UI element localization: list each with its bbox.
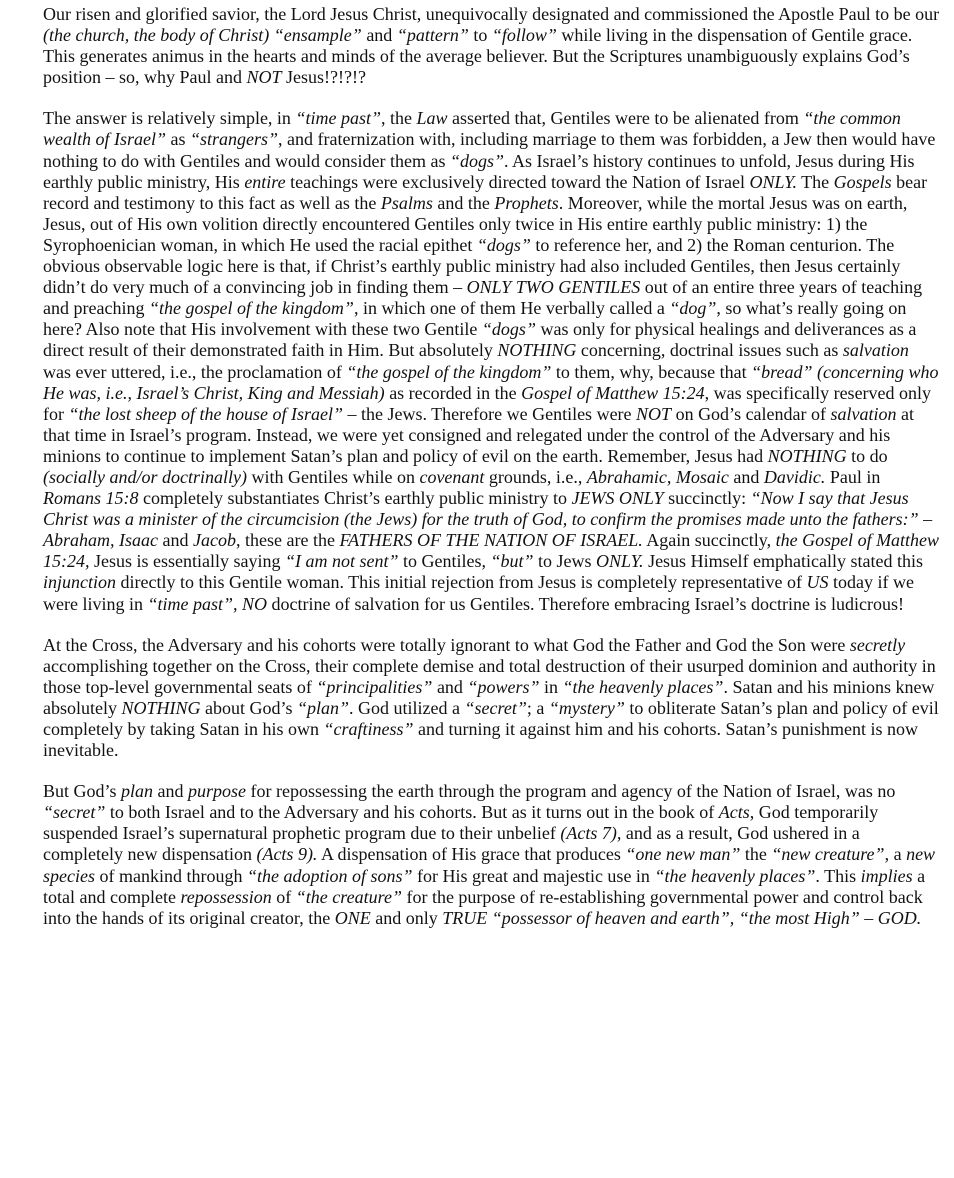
text-run: Jesus Himself emphatically stated this (643, 551, 924, 572)
italic-text-run: FATHERS OF THE NATION OF ISRAEL. (339, 530, 643, 551)
text-run: , these are the (235, 530, 340, 551)
italic-text-run: “the gospel of the kingdom” (148, 298, 354, 319)
italic-text-run: NOTHING (767, 445, 847, 466)
text-run: completely substantiates Christ’s earthly public ministry to (138, 488, 572, 509)
text-run: doctrine of salvation for us Gentiles. Therefore embracing Israel’s doctrine is ludicrous! (267, 593, 904, 614)
text-run: and (728, 466, 764, 487)
italic-text-run: Davidic. (763, 466, 826, 487)
italic-text-run: the Gospel of Matthew 15:24, (43, 530, 940, 572)
italic-text-run: “time past” (295, 108, 381, 129)
italic-text-run: “craftiness” (323, 719, 414, 739)
text-run: and (158, 530, 193, 551)
italic-text-run: “one new man” (625, 844, 741, 865)
text-run: and (153, 781, 189, 802)
text-run: – (859, 907, 878, 928)
text-run: asserted that, Gentiles were to be alienated from (447, 108, 804, 129)
italic-text-run: (Acts 7), (560, 823, 622, 844)
italic-text-run: “secret” (464, 697, 527, 718)
italic-text-run: “principalities” (316, 676, 433, 697)
text-run: Jesus!?!?!? (281, 67, 366, 88)
italic-text-run: “dogs” (481, 319, 536, 340)
paragraph-why-paul (43, 4, 940, 88)
italic-text-run: “strangers” (190, 129, 279, 150)
text-run: to (468, 25, 492, 46)
text-run: and the (432, 192, 495, 213)
text-run: while living in the dispensation of Gentile grace. This generates animus in the hearts and minds of the average believer. But the Scriptures unambiguously explains God’s position – so, why Paul and (43, 25, 913, 88)
text-run: was ever uttered, i.e., the proclamation of (43, 361, 347, 382)
italic-text-run: “powers” (467, 676, 540, 697)
italic-text-run: ONE (334, 907, 371, 928)
italic-text-run: Acts (718, 802, 750, 823)
text-run: The (796, 171, 834, 192)
text-run: , so what’s really going on here? Also note that His involvement with these two Gentile (43, 298, 907, 340)
italic-text-run: plan (121, 781, 154, 802)
text-run: directly to this Gentile woman. This initial rejection from Jesus is completely representative of (116, 572, 807, 593)
text-run: teachings were exclusively directed toward the Nation of Israel (285, 171, 750, 192)
text-run: – (918, 509, 933, 530)
italic-text-run: purpose (188, 781, 247, 802)
text-run: a total and complete (43, 865, 926, 907)
text-run: succinctly: (663, 488, 751, 509)
text-run: as recorded in the (384, 382, 522, 403)
italic-text-run: Psalms (380, 192, 433, 213)
text-run: The answer is relatively simple, in (43, 108, 296, 129)
italic-text-run: “bread” (concerning who He was, i.e., Israel’s Christ, King and Messiah) (43, 361, 939, 403)
text-run: But God’s (43, 781, 122, 802)
text-run: , and fraternization with, including marriage to them was forbidden, a Jew then would have nothing to do with Gentiles and would consider them as (43, 129, 936, 171)
text-run: Paul in (825, 466, 881, 487)
text-run: to Jews (533, 551, 597, 572)
text-run: for His great and majestic use in (412, 865, 655, 886)
italic-text-run: NOTHING (497, 340, 577, 361)
italic-text-run: “the creature” (295, 886, 402, 907)
italic-text-run: “ensample” (273, 25, 362, 46)
text-run: bear record and testimony to this fact as well as the (43, 171, 928, 213)
italic-text-run: Gospels (833, 171, 892, 192)
italic-text-run: “the lost sheep of the house of Israel” (68, 403, 343, 424)
text-run: to both Israel and to the Adversary and his cohorts. But as it turns out in the book of (105, 802, 719, 823)
italic-text-run: “new creature” (771, 844, 885, 865)
italic-text-run: “I am not sent” (285, 551, 399, 572)
italic-text-run: “dog” (669, 298, 717, 319)
text-run: . As Israel’s history continues to unfold, Jesus during His earthly public ministry, His (43, 150, 915, 192)
italic-text-run: salvation (842, 340, 909, 361)
italic-text-run: “dogs” (449, 150, 504, 171)
text-run: and turning it against him and his cohorts. Satan’s punishment is now inevitable. (43, 719, 918, 761)
italic-text-run: entire (244, 171, 286, 192)
italic-text-run: new species (43, 844, 936, 886)
text-run: with Gentiles while on (246, 466, 420, 487)
italic-text-run: Prophets (494, 192, 559, 213)
italic-text-run: TRUE “possessor of heaven and earth”, “the most High” (442, 907, 860, 928)
italic-text-run: “mystery” (548, 697, 625, 718)
text-run: and (361, 25, 397, 46)
italic-text-run: Abraham, Isaac (43, 530, 158, 551)
text-run: on God’s calendar of (671, 403, 831, 424)
text-run: as (166, 129, 191, 150)
italic-text-run: implies (860, 865, 913, 886)
text-run: at that time in Israel’s program. Instead, we were yet consigned and relegated under the control of the Adversary and his minions to continue to implement Satan’s plan and policy of evil on the earth. Remember, Jesus had (43, 403, 915, 466)
text-run: ; a (526, 697, 549, 718)
italic-text-run: NOT (246, 67, 282, 88)
text-run: and only (370, 907, 443, 928)
text-run: . Moreover, while the mortal Jesus was on earth, Jesus, out of His own volition directly encountered Gentiles only twice in His entire earthly public ministry: 1) the Syrophoenician woman, in which He used the racial epithet (43, 192, 908, 255)
italic-text-run: Romans 15:8 (43, 488, 139, 509)
italic-text-run: “Now I say that Jesus Christ was a minister of the circumcision (the Jews) for the truth of God, to confirm the promises made unto the fathers:” (43, 488, 919, 530)
text-run: grounds, i.e., (484, 466, 587, 487)
text-run: Jesus is essentially saying (89, 551, 285, 572)
italic-text-run: “the adoption of sons” (246, 865, 413, 886)
italic-text-run: repossession (180, 886, 272, 907)
text-run: , a (884, 844, 907, 865)
italic-text-run: (the church, the body of Christ) (43, 25, 270, 46)
italic-text-run: “the heavenly places” (654, 865, 816, 886)
italic-text-run: (Acts 9). (256, 844, 318, 865)
text-run: in (539, 676, 563, 697)
italic-text-run: NOT (636, 403, 672, 424)
text-run: Our risen and glorified savior, the Lord Jesus Christ, unequivocally designated and commissioned the Apostle Paul to be our (43, 4, 940, 24)
italic-text-run: Law (416, 108, 448, 129)
text-run: . This (815, 865, 861, 886)
italic-text-run: ONLY. (596, 551, 644, 572)
italic-text-run: “dogs” (476, 234, 531, 255)
italic-text-run: “follow” (491, 25, 557, 46)
italic-text-run: ONLY. (749, 171, 797, 192)
text-run: and (432, 676, 468, 697)
paragraph-at-the-cross (43, 635, 940, 762)
italic-text-run: “the common wealth of Israel” (43, 108, 901, 150)
paragraph-gods-plan (43, 781, 940, 929)
italic-text-run: secretly (849, 634, 906, 655)
italic-text-run: US (806, 572, 829, 593)
italic-text-run: NOTHING (121, 697, 201, 718)
italic-text-run: Abrahamic, Mosaic (586, 466, 729, 487)
text-run: today if we were living in (43, 572, 914, 614)
italic-text-run: “the gospel of the kingdom” (346, 361, 552, 382)
italic-text-run: salvation (830, 403, 897, 424)
paragraph-time-past (43, 108, 940, 614)
text-run: , was specifically reserved only for (43, 382, 932, 424)
italic-text-run: “secret” (43, 802, 106, 823)
italic-text-run: ONLY TWO GENTILES (466, 277, 641, 298)
text-run: . God utilized a (349, 697, 465, 718)
text-run: . Satan and his minions knew absolutely (43, 676, 935, 718)
text-run: concerning, doctrinal issues such as (576, 340, 843, 361)
italic-text-run: covenant (419, 466, 485, 487)
text-run: to do (846, 445, 888, 466)
text-run: about God’s (200, 697, 298, 718)
text-run: the (740, 844, 772, 865)
text-run: A dispensation of His grace that produces (317, 844, 626, 865)
text-run: At the Cross, the Adversary and his cohorts were totally ignorant to what God the Father and God the Son were (43, 634, 850, 655)
text-run: to Gentiles, (398, 551, 491, 572)
text-run: to them, why, because that (551, 361, 752, 382)
text-run: – the Jews. Therefore we Gentiles were (342, 403, 637, 424)
text-run: and as a result, God ushered in a completely new dispensation (43, 823, 860, 865)
text-run: Again succinctly, (642, 530, 776, 551)
italic-text-run: “time past”, NO (147, 593, 268, 614)
text-run: for the purpose of re-establishing governmental power and control back into the hands of its original creator, the (43, 886, 923, 928)
italic-text-run: (socially and/or doctrinally) (43, 466, 247, 487)
italic-text-run: “pattern” (396, 25, 469, 46)
text-run: accomplishing together on the Cross, their complete demise and total destruction of their usurped dominion and authority in those top-level governmental seats of (43, 655, 936, 697)
italic-text-run: GOD. (877, 907, 922, 928)
text-run: for repossessing the earth through the program and agency of the Nation of Israel, was no (246, 781, 896, 802)
italic-text-run: JEWS ONLY (571, 488, 664, 509)
italic-text-run: Jacob (193, 530, 236, 551)
text-run: of mankind through (94, 865, 247, 886)
italic-text-run: Gospel of Matthew 15:24 (521, 382, 705, 403)
italic-text-run: injunction (43, 572, 116, 593)
text-run: out of an entire three years of teaching and preaching (43, 277, 923, 319)
text-run: was only for physical healings and deliverances as a direct result of their demonstrated faith in Him. But absolutely (43, 319, 917, 361)
text-run: to reference her, and 2) the Roman centurion. The obvious observable logic here is that, if Christ’s earthly public ministry had also included Gentiles, then Jesus certainly didn’t do very much of a convincing job in finding them – (43, 234, 901, 298)
text-run: , God temporarily suspended Israel’s supernatural prophetic program due to their unbelief (43, 802, 879, 844)
text-run: , in which one of them He verbally called a (353, 298, 670, 319)
italic-text-run: “but” (490, 551, 534, 572)
text-run: to obliterate Satan’s plan and policy of evil completely by taking Satan in his own (43, 697, 939, 739)
italic-text-run: “the heavenly places” (562, 676, 724, 697)
italic-text-run: “plan” (297, 697, 350, 718)
text-run: , the (380, 108, 417, 129)
text-run: of (271, 886, 296, 907)
